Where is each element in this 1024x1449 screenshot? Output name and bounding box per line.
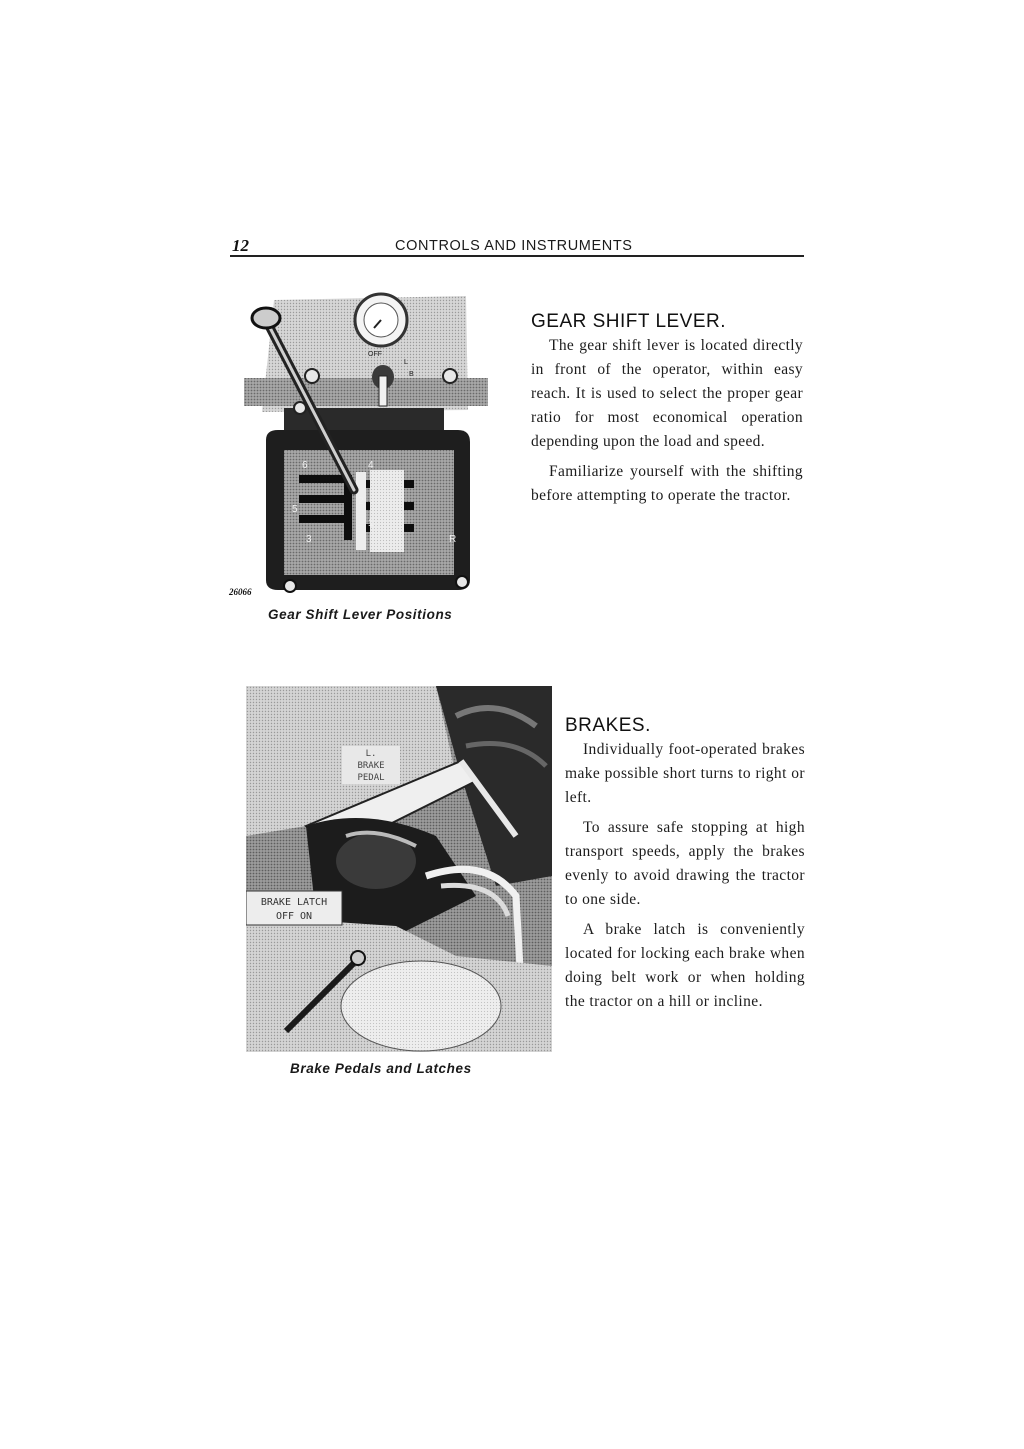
pedal-label-line-2: BRAKE bbox=[357, 761, 385, 771]
header-rule bbox=[230, 255, 804, 257]
gate-label-3: 3 bbox=[306, 534, 312, 545]
brake-photo bbox=[246, 686, 552, 1052]
brakes-section bbox=[565, 714, 805, 1020]
running-head: CONTROLS AND INSTRUMENTS bbox=[395, 238, 633, 254]
gear-shift-caption: Gear Shift Lever Positions bbox=[268, 607, 453, 622]
pedal-label-line-1: L. bbox=[365, 749, 377, 759]
latch-label-line-1: BRAKE LATCH bbox=[260, 897, 328, 908]
latch-label-line-2: OFF ON bbox=[275, 911, 313, 922]
gate-label-5: 5 bbox=[292, 504, 298, 515]
photo-reference-number: 26066 bbox=[229, 587, 252, 597]
gate-label-1: 1 bbox=[368, 518, 374, 529]
dial-label-off: OFF bbox=[368, 351, 382, 358]
gear-shift-illustration bbox=[244, 290, 488, 620]
gear-shift-photo bbox=[244, 290, 488, 620]
pedal-label-line-3: PEDAL bbox=[357, 773, 385, 783]
brake-caption: Brake Pedals and Latches bbox=[290, 1061, 472, 1076]
gate-label-2: 2 bbox=[358, 496, 364, 507]
gate-label-6: 6 bbox=[302, 460, 308, 471]
brake-illustration bbox=[246, 686, 552, 1052]
page-number: 12 bbox=[232, 236, 249, 255]
brakes-paragraph-3: A brake latch is conveniently located for locking each brake when doing belt work or when holding the tractor on a hill or incline. bbox=[565, 921, 805, 1010]
brakes-paragraph-1: Individually foot-operated brakes make possible short turns to right or left. bbox=[565, 741, 805, 806]
gate-label-4: 4 bbox=[368, 460, 374, 471]
gear-shift-paragraph-2: Familiarize yourself with the shifting before attempting to operate the tractor. bbox=[531, 463, 803, 504]
brakes-heading: BRAKES. bbox=[565, 715, 651, 736]
brakes-paragraph-2: To assure safe stopping at high transport speeds, apply the brakes evenly to avoid drawing the tractor to one side. bbox=[565, 819, 805, 908]
gate-label-r: R bbox=[449, 534, 457, 545]
gear-shift-paragraph-1: The gear shift lever is located directly in front of the operator, within easy reach. It is used to select the proper gear ratio for most economical operation depending upon the load and speed. bbox=[531, 337, 803, 450]
dial-label-b: B bbox=[409, 371, 414, 378]
dial-label-l: L bbox=[404, 359, 408, 366]
gear-shift-heading: GEAR SHIFT LEVER. bbox=[531, 311, 727, 332]
gear-shift-section bbox=[531, 310, 803, 514]
